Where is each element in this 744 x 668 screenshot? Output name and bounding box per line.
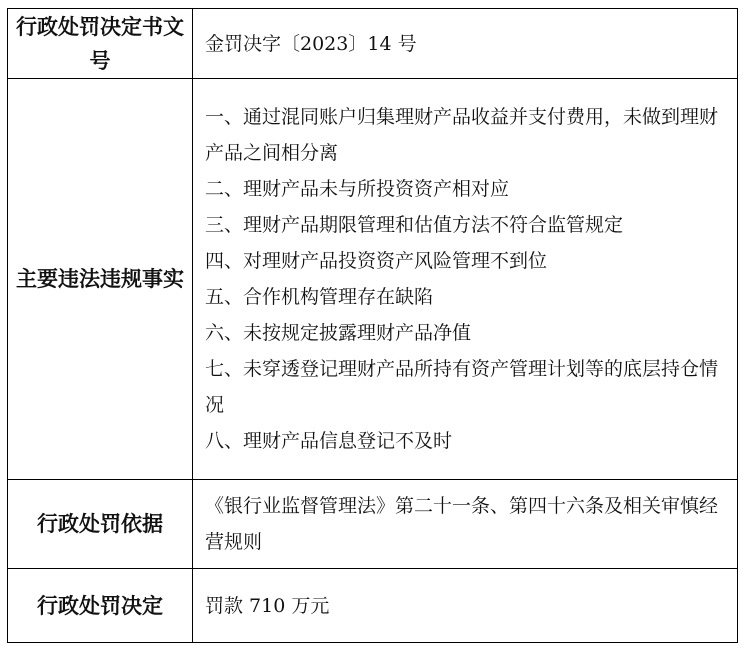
table-row xyxy=(8,569,738,643)
penalty-info-table xyxy=(7,8,738,643)
violations-list xyxy=(193,79,738,480)
basis-value: 《银行业监督管理法》第二十一条、第四十六条及相关审慎经营规则 xyxy=(193,480,738,569)
violation-item: 七、未穿透登记理财产品所持有资产管理计划等的底层持仓情况 xyxy=(205,358,719,416)
table-row xyxy=(8,480,738,569)
violation-item: 四、对理财产品投资资产风险管理不到位 xyxy=(205,250,548,272)
basis-label: 行政处罚依据 xyxy=(8,480,193,569)
violation-item: 六、未按规定披露理财产品净值 xyxy=(205,322,472,344)
violation-item: 八、理财产品信息登记不及时 xyxy=(205,430,453,452)
violation-item: 一、通过混同账户归集理财产品收益并支付费用，未做到理财产品之间相分离 xyxy=(205,106,719,164)
violations-label: 主要违法违规事实 xyxy=(8,79,193,480)
violation-item: 二、理财产品未与所投资资产相对应 xyxy=(205,178,510,200)
table-row xyxy=(8,9,738,79)
decision-value: 罚款 710 万元 xyxy=(193,569,738,643)
table-row xyxy=(8,79,738,480)
violation-item: 三、理财产品期限管理和估值方法不符合监管规定 xyxy=(205,214,624,236)
violation-item: 五、合作机构管理存在缺陷 xyxy=(205,286,434,308)
document-number-value: 金罚决字〔2023〕14 号 xyxy=(193,9,738,79)
decision-label: 行政处罚决定 xyxy=(8,569,193,643)
document-number-label: 行政处罚决定书文号 xyxy=(8,9,193,79)
